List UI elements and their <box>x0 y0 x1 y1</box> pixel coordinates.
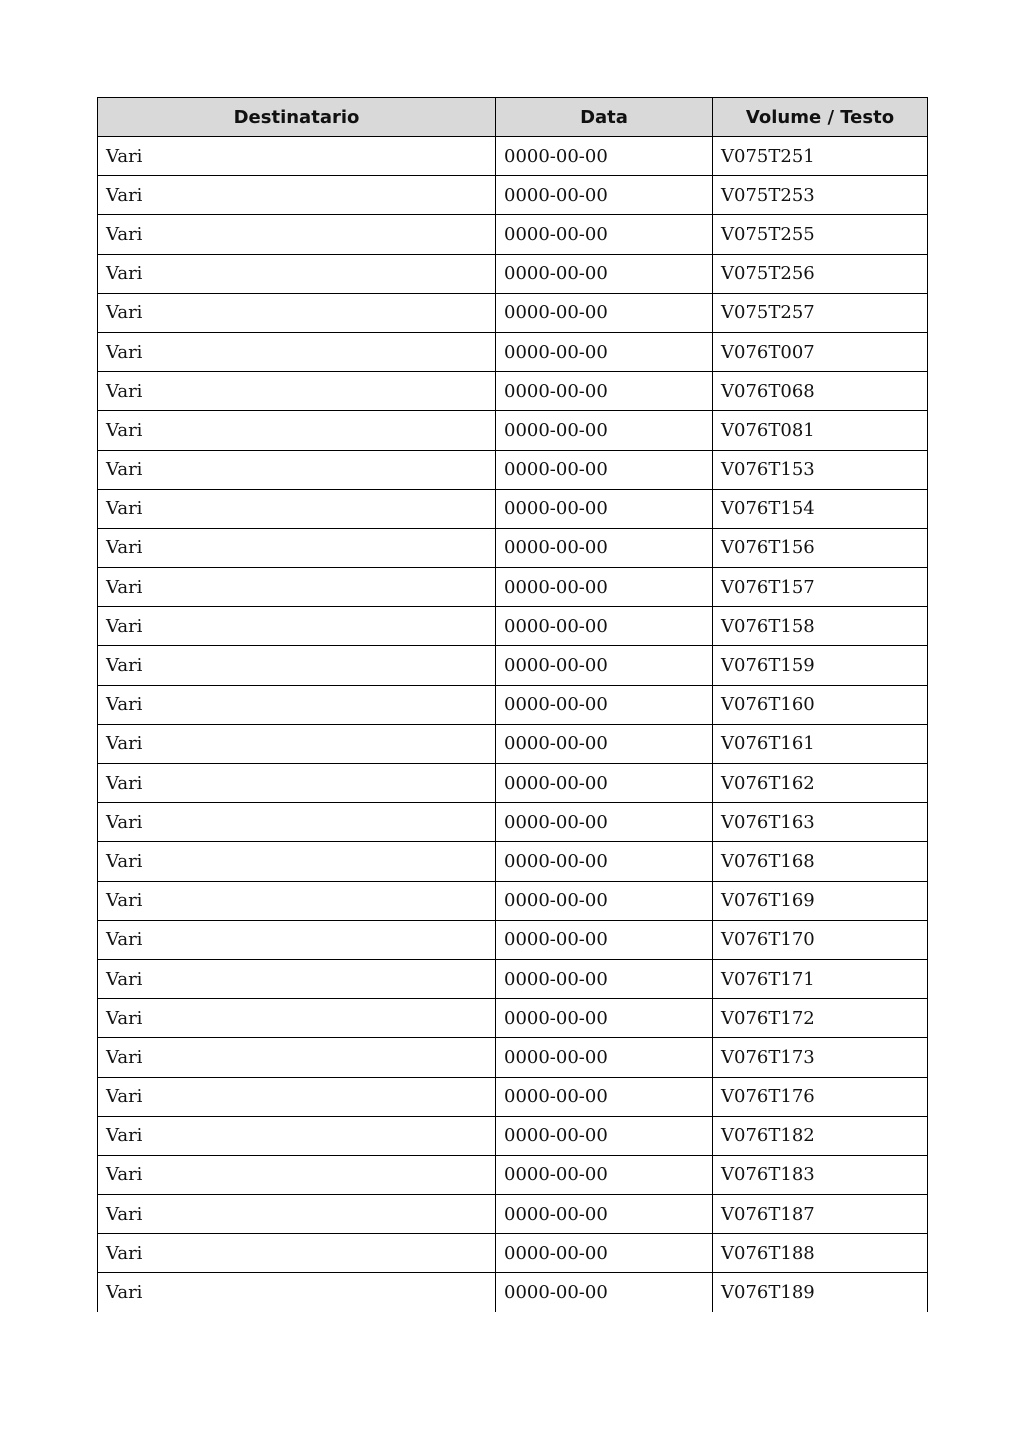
cell-destinatario: Vari <box>98 293 496 332</box>
cell-destinatario: Vari <box>98 254 496 293</box>
cell-data: 0000-00-00 <box>496 1077 713 1116</box>
table-row <box>98 1234 928 1273</box>
cell-destinatario: Vari <box>98 1116 496 1155</box>
table-row <box>98 411 928 450</box>
table-row <box>98 1155 928 1194</box>
header-data: Data <box>496 98 713 137</box>
cell-destinatario: Vari <box>98 450 496 489</box>
table-row <box>98 724 928 763</box>
cell-data: 0000-00-00 <box>496 528 713 567</box>
cell-destinatario: Vari <box>98 215 496 254</box>
cell-data: 0000-00-00 <box>496 1273 713 1312</box>
table-row <box>98 1038 928 1077</box>
cell-destinatario: Vari <box>98 568 496 607</box>
cell-volume-testo: V076T182 <box>713 1116 928 1155</box>
cell-destinatario: Vari <box>98 842 496 881</box>
cell-data: 0000-00-00 <box>496 724 713 763</box>
cell-data: 0000-00-00 <box>496 1155 713 1194</box>
table-row <box>98 1116 928 1155</box>
table-row <box>98 685 928 724</box>
cell-destinatario: Vari <box>98 803 496 842</box>
cell-volume-testo: V076T183 <box>713 1155 928 1194</box>
cell-volume-testo: V075T256 <box>713 254 928 293</box>
table-row <box>98 137 928 176</box>
table-row <box>98 920 928 959</box>
cell-data: 0000-00-00 <box>496 293 713 332</box>
cell-volume-testo: V076T187 <box>713 1195 928 1234</box>
cell-destinatario: Vari <box>98 724 496 763</box>
cell-destinatario: Vari <box>98 137 496 176</box>
cell-data: 0000-00-00 <box>496 959 713 998</box>
cell-volume-testo: V075T255 <box>713 215 928 254</box>
table-row <box>98 215 928 254</box>
cell-data: 0000-00-00 <box>496 607 713 646</box>
cell-data: 0000-00-00 <box>496 646 713 685</box>
cell-volume-testo: V076T169 <box>713 881 928 920</box>
cell-data: 0000-00-00 <box>496 881 713 920</box>
table-row <box>98 803 928 842</box>
table-row <box>98 842 928 881</box>
cell-destinatario: Vari <box>98 646 496 685</box>
cell-volume-testo: V076T068 <box>713 372 928 411</box>
cell-volume-testo: V076T172 <box>713 999 928 1038</box>
cell-destinatario: Vari <box>98 1077 496 1116</box>
table-row <box>98 1195 928 1234</box>
cell-destinatario: Vari <box>98 489 496 528</box>
cell-volume-testo: V075T253 <box>713 176 928 215</box>
cell-data: 0000-00-00 <box>496 685 713 724</box>
cell-destinatario: Vari <box>98 1273 496 1312</box>
cell-destinatario: Vari <box>98 372 496 411</box>
cell-data: 0000-00-00 <box>496 920 713 959</box>
header-destinatario: Destinatario <box>98 98 496 137</box>
cell-destinatario: Vari <box>98 607 496 646</box>
table-row <box>98 293 928 332</box>
cell-destinatario: Vari <box>98 1038 496 1077</box>
cell-data: 0000-00-00 <box>496 803 713 842</box>
table-row <box>98 254 928 293</box>
cell-destinatario: Vari <box>98 1195 496 1234</box>
cell-volume-testo: V075T257 <box>713 293 928 332</box>
table-row <box>98 1273 928 1312</box>
table-row <box>98 568 928 607</box>
cell-volume-testo: V076T156 <box>713 528 928 567</box>
table-row <box>98 959 928 998</box>
table-row <box>98 999 928 1038</box>
cell-volume-testo: V076T081 <box>713 411 928 450</box>
cell-data: 0000-00-00 <box>496 450 713 489</box>
cell-volume-testo: V076T007 <box>713 332 928 371</box>
cell-volume-testo: V076T161 <box>713 724 928 763</box>
cell-data: 0000-00-00 <box>496 489 713 528</box>
table-row <box>98 372 928 411</box>
cell-volume-testo: V076T176 <box>713 1077 928 1116</box>
cell-data: 0000-00-00 <box>496 568 713 607</box>
cell-volume-testo: V076T160 <box>713 685 928 724</box>
cell-data: 0000-00-00 <box>496 842 713 881</box>
cell-destinatario: Vari <box>98 959 496 998</box>
cell-data: 0000-00-00 <box>496 1038 713 1077</box>
table-row <box>98 450 928 489</box>
cell-data: 0000-00-00 <box>496 1116 713 1155</box>
cell-data: 0000-00-00 <box>496 137 713 176</box>
table-row <box>98 528 928 567</box>
table-row <box>98 332 928 371</box>
cell-data: 0000-00-00 <box>496 176 713 215</box>
cell-destinatario: Vari <box>98 528 496 567</box>
cell-volume-testo: V076T189 <box>713 1273 928 1312</box>
cell-data: 0000-00-00 <box>496 764 713 803</box>
cell-data: 0000-00-00 <box>496 254 713 293</box>
cell-volume-testo: V076T158 <box>713 607 928 646</box>
cell-destinatario: Vari <box>98 332 496 371</box>
cell-data: 0000-00-00 <box>496 332 713 371</box>
header-volume-testo: Volume / Testo <box>713 98 928 137</box>
table-row <box>98 607 928 646</box>
cell-volume-testo: V076T173 <box>713 1038 928 1077</box>
cell-destinatario: Vari <box>98 764 496 803</box>
cell-volume-testo: V076T154 <box>713 489 928 528</box>
cell-destinatario: Vari <box>98 176 496 215</box>
cell-destinatario: Vari <box>98 685 496 724</box>
cell-data: 0000-00-00 <box>496 1234 713 1273</box>
table-header-row <box>98 98 928 137</box>
cell-data: 0000-00-00 <box>496 999 713 1038</box>
cell-volume-testo: V076T168 <box>713 842 928 881</box>
cell-destinatario: Vari <box>98 411 496 450</box>
table-row <box>98 489 928 528</box>
cell-volume-testo: V076T162 <box>713 764 928 803</box>
cell-volume-testo: V076T153 <box>713 450 928 489</box>
cell-destinatario: Vari <box>98 881 496 920</box>
cell-volume-testo: V075T251 <box>713 137 928 176</box>
cell-destinatario: Vari <box>98 920 496 959</box>
cell-destinatario: Vari <box>98 1155 496 1194</box>
cell-volume-testo: V076T157 <box>713 568 928 607</box>
cell-data: 0000-00-00 <box>496 1195 713 1234</box>
cell-destinatario: Vari <box>98 999 496 1038</box>
cell-volume-testo: V076T163 <box>713 803 928 842</box>
table-row <box>98 646 928 685</box>
cell-volume-testo: V076T188 <box>713 1234 928 1273</box>
cell-destinatario: Vari <box>98 1234 496 1273</box>
cell-data: 0000-00-00 <box>496 411 713 450</box>
table-row <box>98 881 928 920</box>
table-row <box>98 1077 928 1116</box>
table-body <box>98 137 928 1313</box>
table-row <box>98 764 928 803</box>
cell-data: 0000-00-00 <box>496 215 713 254</box>
records-table <box>97 97 928 1312</box>
cell-volume-testo: V076T170 <box>713 920 928 959</box>
cell-data: 0000-00-00 <box>496 372 713 411</box>
cell-volume-testo: V076T171 <box>713 959 928 998</box>
table-row <box>98 176 928 215</box>
cell-volume-testo: V076T159 <box>713 646 928 685</box>
